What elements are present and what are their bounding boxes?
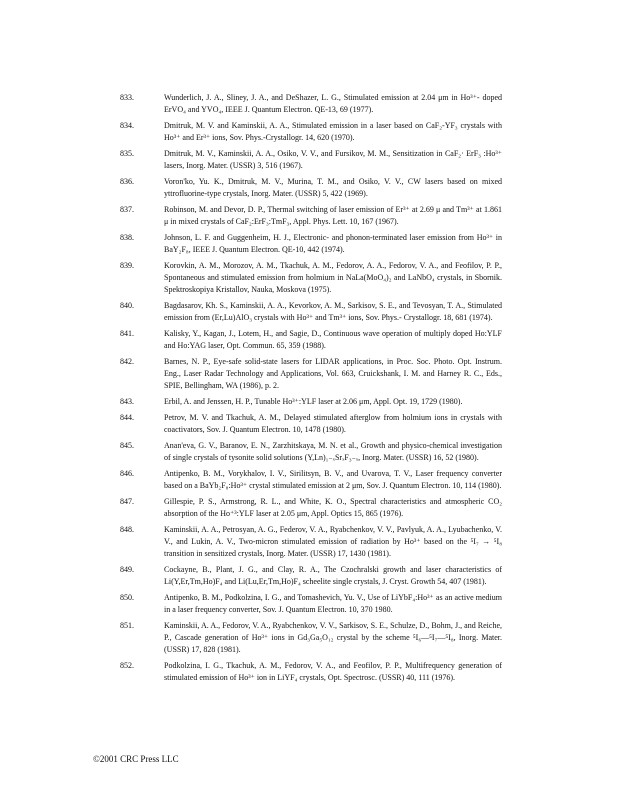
reference-text-line: Ho³⁺ based on the ⁵I₇ → ⁵I₈ transition in sensitized crystals, Inorg. Mater. (USSR) 17,: [164, 537, 503, 558]
reference-text-line: Barnes, N. P., Eye-safe solid-state lasers for LIDAR applications, in Proc. Soc. Photo.: [164, 357, 455, 366]
reference-number: 834.: [120, 121, 134, 130]
reference-text: [164, 148, 502, 172]
reference-text: [164, 524, 502, 560]
reference-text-line: crystals with coactivators, Sov. J. Quantum Electron. 10, 1478 (1980).: [164, 413, 503, 434]
reference-text-line: Electron. 10, 114 (1980).: [421, 481, 502, 490]
reference-text-line: Erbil, A. and Jenssen, H. P., Tunable Ho³⁺:YLF laser at 2.06 μm, Appl. Opt. 19, 1729: [164, 397, 438, 406]
reference-text-line: Mater. (USSR) 16, 52 (1980).: [383, 453, 479, 462]
reference-text-line: LaNbO₄ crystals, in Sbornik. Spektroskopiya Kristallov, Nauka, Moskova (1975).: [164, 273, 502, 294]
reference-item: [120, 120, 502, 144]
reference-text-line: Anan'eva, G. V., Baranov, E. N., Zarzhitskaya, M. N. et al., Growth and physico-chemical: [164, 441, 459, 450]
reference-number: 837.: [120, 205, 134, 214]
reference-text: [164, 176, 502, 200]
reference-text-line: Korovkin, A. M., Morozov, A. M., Tkachuk, A. M., Fedorov, A. A., Fedorov, V. A., and: [164, 261, 453, 270]
reference-number: 841.: [120, 329, 134, 338]
reference-number: 848.: [120, 525, 134, 534]
reference-text-line: Lyubachenko, V. V., and Lukin, A. V., Two-micron stimulated emission of radiation by: [164, 525, 502, 546]
reference-text-line: crystals with Ho³⁺ and Er³⁺ ions, Sov. Phys.-Crystallogr. 14, 620 (1970).: [164, 121, 502, 142]
reference-text-line: active medium in a laser frequency converter, Sov. J. Quantum Electron. 10, 370 1980.: [164, 593, 503, 614]
reference-text: [164, 92, 502, 116]
reference-number: 844.: [120, 413, 134, 422]
reference-text-line: Petrov, M. V. and Tkachuk, A. M., Delayed stimulated afterglow from holmium ions in: [164, 413, 458, 422]
reference-item: [120, 300, 502, 324]
reference-text-line: Johnson, L. F. and Guggenheim, H. J., Electronic- and phonon-terminated laser emission: [164, 233, 456, 242]
reference-text-line: Robinson, M. and Devor, D. P., Thermal switching of laser emission of Er³⁺ at 2.69 μ and: [164, 205, 455, 214]
reference-text-line: (1976).: [379, 509, 404, 518]
reference-text-line: Gillespie, P. S., Armstrong, R. L., and White, K. O., Spectral characteristics and: [164, 497, 442, 506]
reference-list: [120, 92, 502, 688]
reference-item: [120, 592, 502, 616]
reference-text: [164, 440, 502, 464]
reference-number: 835.: [120, 149, 134, 158]
reference-text-line: investigation of single crystals of tysonite solid solutions (Y,Ln)₁₋ₓSrₓF₃₋ₓ, Inorg.: [164, 441, 502, 462]
reference-text: [164, 328, 502, 352]
reference-item: [120, 148, 502, 172]
reference-item: [120, 620, 502, 656]
reference-text-line: Bagdasarov, Kh. S., Kaminskii, A. A., Kevorkov, A. M., Sarkisov, S. E., and Tevosyan, T.: [164, 301, 454, 310]
reference-text-line: generation of stimulated emission of Ho³⁺ ion in LiYF₄ crystals, Opt. Spectrosc. (USSR): [164, 661, 503, 682]
reference-text-line: converter based on a BaYb₂F₈:Ho³⁺ crystal stimulated emission at 2 μm, Sov. J. Quantum: [164, 469, 503, 490]
reference-number: 840.: [120, 301, 134, 310]
reference-text: [164, 660, 502, 684]
reference-text: [164, 564, 502, 588]
reference-text-line: Kaminskii, A. A., Petrosyan, A. G., Federov, V. A., Ryabchenkov, V. V., Pavlyuk, A. A.,: [164, 525, 446, 534]
reference-text-line: Dmitruk, M. V., Kaminskii, A. A., Osiko, V. V., and Fursikov, M. M., Sensitization in: [164, 149, 443, 158]
reference-text-line: Antipenko, B. M., Vorykhalov, I. V., Sirilitsyn, B. V., and Uvarova, T. V., Laser frequency: [164, 469, 469, 478]
reference-text-line: A., Stimulated emission from (Er,Lu)AlO₃ crystals with Ho³⁺ and Tm³⁺ ions, Sov. Phys.-: [164, 301, 502, 322]
reference-item: [120, 232, 502, 256]
reference-text: [164, 412, 502, 436]
reference-text: [164, 592, 502, 616]
reference-number: 833.: [120, 93, 134, 102]
reference-text-line: Antipenko, B. M., Podkolzina, I. G., and Tomashevich, Yu. V., Use of LiYbF₄:Ho³⁺ as an: [164, 593, 453, 602]
reference-text: [164, 496, 502, 520]
reference-text: [164, 260, 502, 296]
reference-number: 851.: [120, 621, 134, 630]
reference-number: 852.: [120, 661, 134, 670]
reference-text: [164, 396, 502, 408]
reference-text: [164, 468, 502, 492]
reference-number: 836.: [120, 177, 134, 186]
reference-item: [120, 260, 502, 296]
reference-number: 847.: [120, 497, 134, 506]
reference-number: 846.: [120, 469, 134, 478]
reference-text-line: CaF₂· ErF₃ :Ho³⁺ lasers, Inorg. Mater. (USSR) 3, 516 (1967).: [164, 149, 503, 170]
reference-item: [120, 468, 502, 492]
copyright-footer: ©2001 CRC Press LLC: [93, 754, 179, 764]
reference-item: [120, 524, 502, 560]
reference-item: [120, 660, 502, 684]
reference-text-line: Kaminskii, A. A., Fedorov, V. A., Ryabchenkov, V. V., Sarkisov, S. E., Schulze, D., Bohm, J.,: [164, 621, 463, 630]
reference-number: 843.: [120, 397, 134, 406]
reference-number: 839.: [120, 261, 134, 270]
reference-text-line: 40, 111 (1976).: [406, 673, 456, 682]
reference-item: [120, 496, 502, 520]
reference-item: [120, 204, 502, 228]
reference-text-line: Cockayne, B., Plant, J. G., and Clay, R. A., The Czochralski growth and laser: [164, 565, 442, 574]
reference-item: [120, 564, 502, 588]
reference-text-line: Wunderlich, J. A., Sliney, J. A., and DeShazer, L. G., Stimulated emission at 2.04 μm in: [164, 93, 458, 102]
reference-text-line: mixed yttrofluorine-type crystals, Inorg. Mater. (USSR) 5, 422 (1969).: [164, 177, 503, 198]
reference-text-line: Cryst. Growth 54, 407 (1981).: [389, 577, 487, 586]
reference-text-line: Dmitruk, M. V. and Kaminskii, A. A., Stimulated emission in a laser based on CaF₂-YF₃: [164, 121, 458, 130]
reference-text-line: Kalisky, Y., Kagan, J., Lotem, H., and Sagie, D., Continuous wave operation of multiply: [164, 329, 451, 338]
reference-item: [120, 412, 502, 436]
reference-text: [164, 204, 502, 228]
reference-item: [120, 440, 502, 464]
reference-text-line: (1980).: [439, 397, 463, 406]
reference-text-line: ⁵I₆—⁵I₇—⁵I₈, Inorg. Mater. (USSR) 17, 828 (1981).: [164, 633, 502, 654]
reference-text: [164, 232, 502, 256]
reference-number: 850.: [120, 593, 134, 602]
reference-text-line: doped Ho:YLF and Ho:YAG laser, Opt. Commun. 65, 359 (1988).: [164, 329, 502, 350]
reference-number: 845.: [120, 441, 134, 450]
reference-number: 849.: [120, 565, 134, 574]
reference-text-line: 1430 (1981).: [349, 549, 391, 558]
reference-text-line: Ho³⁺- doped ErVO₄ and YVO₄, IEEE J. Quantum Electron. QE-13, 69 (1977).: [164, 93, 502, 114]
reference-text-line: Voron'ko, Yu. K., Dmitruk, M. V., Murina, T. M., and Osiko, V. V., CW lasers based on: [164, 177, 478, 186]
reference-text-line: Crystallogr. 18, 681 (1974).: [403, 313, 493, 322]
reference-text: [164, 356, 502, 392]
reference-text-line: Podkolzina, I. G., Tkachuk, A. M., Fedorov, V. A., and Feofilov, P. P., Multifrequency: [164, 661, 455, 670]
reference-item: [120, 356, 502, 392]
reference-text-line: and Reiche, P., Cascade generation of Ho³⁺ ions in Gd₃Ga₅O₁₂ crystal by the scheme: [164, 621, 503, 642]
reference-text-line: Tm³⁺ at 1.861 μ in mixed crystals of CaF₂:ErF₃:TmF₃, Appl. Phys. Lett. 10, 167 (1967).: [164, 205, 502, 226]
reference-text-line: from Ho³⁺ in BaY₂F₈, IEEE J. Quantum Electron. QE-10, 442 (1974).: [164, 233, 502, 254]
reference-number: 838.: [120, 233, 134, 242]
reference-item: [120, 92, 502, 116]
reference-item: [120, 396, 502, 408]
reference-text-line: Feofilov, P. P., Spontaneous and stimulated emission from holmium in NaLa(MoO₄)₂ and: [164, 261, 503, 282]
reference-text-line: characteristics of Li(Y,Er,Tm,Ho)F₄ and Li(Lu,Er,Tm,Ho)F₄ scheelite single crystals, J.: [164, 565, 503, 586]
reference-text: [164, 620, 502, 656]
reference-number: 842.: [120, 357, 134, 366]
reference-item: [120, 176, 502, 200]
reference-text: [164, 120, 502, 144]
reference-item: [120, 328, 502, 352]
reference-text: [164, 300, 502, 324]
reference-text-line: atmospheric CO₂ absorption of the Ho⁺³:YLF laser at 2.05 μm, Appl. Optics 15, 865: [164, 497, 503, 518]
reference-text-line: Opt. Instrum. Eng., Laser Radar Technology and Applications, Vol. 663, Cruickshank, I.: [164, 357, 503, 378]
reference-text-line: M. and Harney R. C., Eds., SPIE, Bellingham, WA (1986), p. 2.: [164, 369, 502, 390]
